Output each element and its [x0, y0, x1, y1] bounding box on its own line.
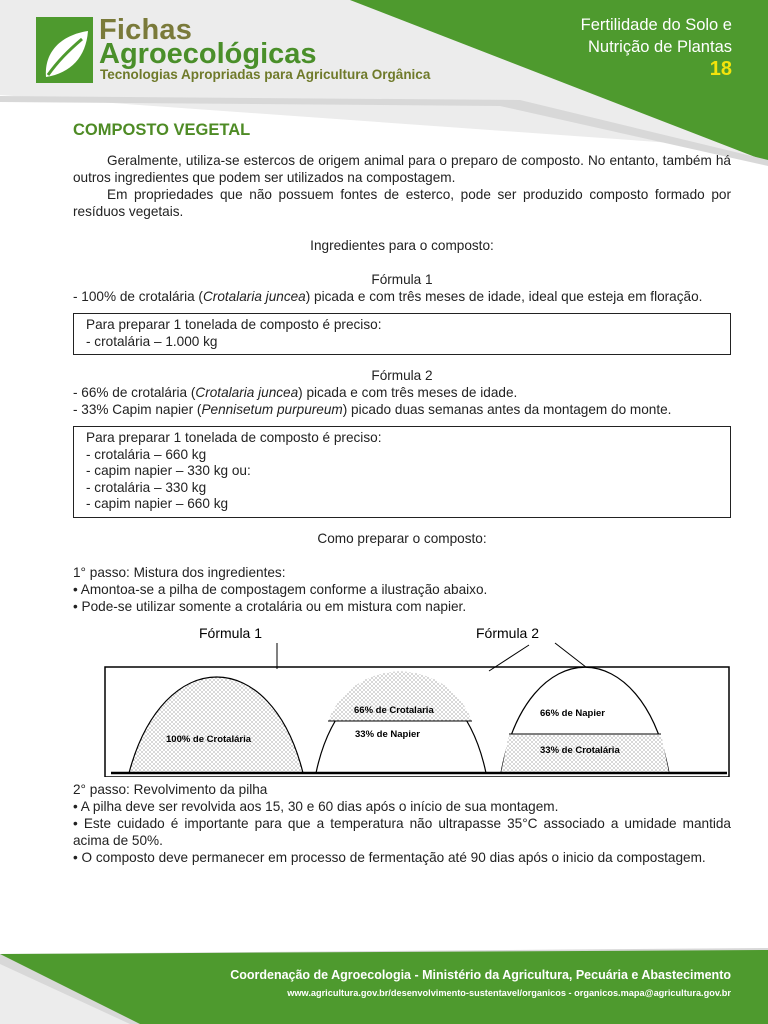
formula2-box-line: - capim napier – 660 kg — [86, 496, 229, 511]
footer-background — [0, 940, 768, 1024]
step2-bullet: • O composto deve permanecer em processo de fermentação até 90 dias após o inicio da compostagem. — [73, 849, 706, 865]
formula2-line2: - 33% Capim napier (Pennisetum purpureum) picado duas semanas antes da montagem do monte. — [73, 402, 672, 417]
compost-pile-diagram — [71, 617, 733, 777]
topic-line2: Nutrição de Plantas — [588, 38, 732, 56]
ingredients-heading: Ingredientes para o composto: — [310, 238, 494, 253]
formula1-heading: Fórmula 1 — [371, 272, 433, 287]
intro-paragraph-1: Geralmente, utiliza-se estercos de origem animal para o preparo de composto. No entanto, também há outros ingredientes que podem ser utilizados na compostagem. — [73, 153, 731, 185]
formula2-box — [73, 426, 731, 518]
pile3-top-label: 66% de Napier — [540, 707, 605, 719]
formula2-box-line: - crotalária – 330 kg — [86, 479, 207, 495]
step2-bullet: • A pilha deve ser revolvida aos 15, 30 e 60 dias após o início de sua montagem. — [73, 798, 559, 814]
header-topic — [581, 14, 732, 80]
footer-contact: www.agricultura.gov.br/desenvolvimento-sustentavel/organicos - organicos.mapa@agricultura.gov.br — [287, 988, 731, 998]
step1-title: 1° passo: Mistura dos ingredientes: — [73, 564, 286, 580]
step1-bullet: • Amontoa-se a pilha de compostagem conforme a ilustração abaixo. — [73, 581, 488, 597]
formula1-box-line: - crotalária – 1.000 kg — [86, 333, 218, 349]
pile-formula1 — [129, 677, 303, 773]
prepare-heading: Como preparar o composto: — [317, 530, 487, 546]
formula1-box-line: Para preparar 1 tonelada de composto é preciso: — [86, 317, 382, 332]
formula1-box — [73, 313, 731, 355]
step2-title: 2° passo: Revolvimento da pilha — [73, 781, 268, 797]
main-content — [73, 122, 731, 866]
footer-organization: Coordenação de Agroecologia - Ministério da Agricultura, Pecuária e Abastecimento — [230, 968, 731, 982]
pile1-label: 100% de Crotalária — [166, 733, 252, 745]
pile3-bottom-label: 33% de Crotalária — [540, 744, 620, 756]
intro-paragraph-2: Em propriedades que não possuem fontes de esterco, pode ser produzido composto formado por resíduos vegetais. — [73, 187, 731, 219]
pile2-bottom-label: 33% de Napier — [355, 728, 420, 740]
formula2-box-line: Para preparar 1 tonelada de composto é preciso: — [86, 430, 382, 445]
step1-bullet: • Pode-se utilizar somente a crotalária ou em mistura com napier. — [73, 598, 467, 614]
formula1-description: - 100% de crotalária (Crotalaria juncea) picada e com três meses de idade, ideal que esteja em floração. — [73, 289, 703, 304]
formula2-box-line: - crotalária – 660 kg — [86, 446, 207, 462]
formula2-box-line: - capim napier – 330 kg ou: — [86, 463, 251, 478]
leaf-logo-icon — [36, 17, 93, 83]
formula2-heading: Fórmula 2 — [371, 368, 433, 383]
step2-bullet: • Este cuidado é importante para que a temperatura não ultrapasse 35°C associado a umidade mantida acima de 50%. — [73, 815, 731, 848]
sheet-number: 18 — [709, 58, 732, 80]
brand-name-line1: Fichas — [99, 14, 193, 46]
diagram-label-formula1: Fórmula 1 — [199, 624, 263, 641]
formula2-line1: - 66% de crotalária (Crotalaria juncea) picada e com três meses de idade. — [73, 385, 518, 400]
brand-tagline: Tecnologias Apropriadas para Agricultura Orgânica — [100, 67, 431, 82]
topic-line1: Fertilidade do Solo e — [580, 16, 732, 34]
pile2-top-label: 66% de Crotalaria — [354, 704, 434, 716]
brand-name-line2: Agroecológicas — [99, 38, 317, 70]
page-title: COMPOSTO VEGETAL — [73, 121, 251, 139]
diagram-label-formula2: Fórmula 2 — [476, 624, 540, 641]
